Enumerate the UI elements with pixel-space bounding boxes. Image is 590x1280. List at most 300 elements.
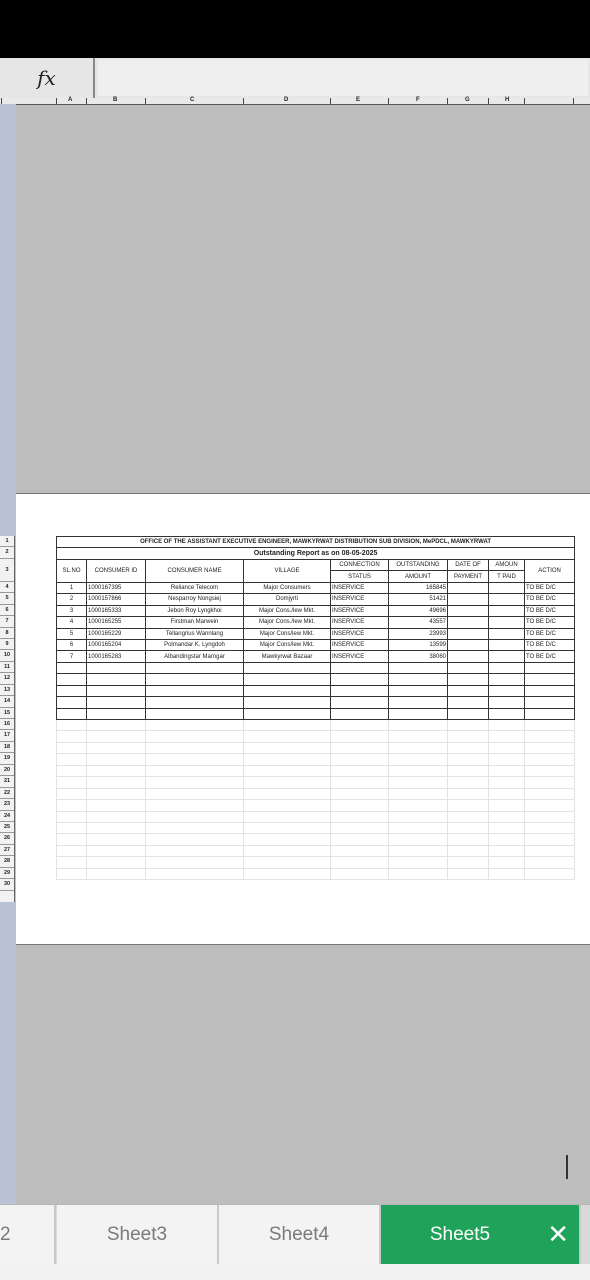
empty-cell[interactable]: [448, 685, 489, 696]
empty-cell[interactable]: [489, 845, 525, 856]
empty-cell[interactable]: [146, 742, 244, 753]
cell-slno[interactable]: 3: [57, 605, 87, 616]
empty-cell[interactable]: [146, 800, 244, 811]
empty-cell[interactable]: [87, 811, 146, 822]
row-number[interactable]: 13: [0, 685, 14, 696]
header-action[interactable]: ACTION: [525, 559, 575, 582]
row-number[interactable]: 2: [0, 547, 14, 558]
empty-cell[interactable]: [244, 765, 331, 776]
empty-cell[interactable]: [244, 800, 331, 811]
header-consumer-id[interactable]: CONSUMER ID: [87, 559, 146, 582]
empty-row: [57, 788, 575, 799]
cell-action[interactable]: TO BE D/C: [525, 582, 575, 593]
empty-cell[interactable]: [146, 685, 244, 696]
row-number[interactable]: 17: [0, 730, 14, 741]
empty-cell[interactable]: [331, 742, 389, 753]
empty-cell[interactable]: [489, 662, 525, 673]
empty-cell[interactable]: [57, 788, 87, 799]
cell-date[interactable]: [448, 582, 489, 593]
cell-amount[interactable]: 38060: [389, 651, 448, 662]
empty-cell[interactable]: [331, 845, 389, 856]
empty-cell[interactable]: [244, 868, 331, 879]
empty-cell[interactable]: [489, 674, 525, 685]
empty-cell[interactable]: [331, 708, 389, 719]
empty-cell[interactable]: [244, 788, 331, 799]
empty-cell[interactable]: [87, 754, 146, 765]
empty-cell[interactable]: [244, 662, 331, 673]
empty-cell[interactable]: [489, 822, 525, 833]
cell-date[interactable]: [448, 594, 489, 605]
row-number[interactable]: 23: [0, 799, 14, 810]
empty-cell[interactable]: [525, 742, 575, 753]
empty-cell[interactable]: [57, 685, 87, 696]
empty-cell[interactable]: [525, 811, 575, 822]
empty-cell[interactable]: [448, 742, 489, 753]
cell-paid[interactable]: [489, 639, 525, 650]
tab-sheet4[interactable]: Sheet4: [219, 1205, 381, 1265]
empty-cell[interactable]: [489, 834, 525, 845]
empty-cell[interactable]: [331, 857, 389, 868]
column-letter-b[interactable]: B: [113, 97, 118, 103]
report-title[interactable]: OFFICE OF THE ASSISTANT EXECUTIVE ENGINEER, MAWKYRWAT DISTRIBUTION SUB DIVISION, MePDCL, MAWKYRWAT: [57, 537, 575, 548]
empty-cell[interactable]: [331, 777, 389, 788]
empty-cell[interactable]: [146, 674, 244, 685]
row-number[interactable]: 26: [0, 833, 14, 844]
empty-cell[interactable]: [146, 834, 244, 845]
row-number[interactable]: 28: [0, 856, 14, 867]
cell-consumer-name[interactable]: Firstman Marwein: [146, 617, 244, 628]
cell-amount[interactable]: 23993: [389, 628, 448, 639]
empty-cell[interactable]: [489, 777, 525, 788]
empty-cell[interactable]: [331, 720, 389, 731]
empty-cell[interactable]: [57, 857, 87, 868]
close-icon[interactable]: ✕: [547, 1219, 569, 1249]
empty-cell[interactable]: [244, 674, 331, 685]
header-status[interactable]: STATUS: [331, 571, 389, 582]
cell-consumer-name[interactable]: Albandingstar Marngar: [146, 651, 244, 662]
empty-cell[interactable]: [525, 857, 575, 868]
cell-action[interactable]: TO BE D/C: [525, 628, 575, 639]
empty-cell[interactable]: [244, 742, 331, 753]
empty-cell[interactable]: [389, 697, 448, 708]
empty-cell[interactable]: [525, 662, 575, 673]
cell-slno[interactable]: 6: [57, 639, 87, 650]
empty-cell[interactable]: [525, 731, 575, 742]
empty-cell[interactable]: [146, 811, 244, 822]
cell-village[interactable]: Mawkyrwat Bazaar: [244, 651, 331, 662]
column-letter-a[interactable]: A: [68, 97, 73, 103]
cell-status[interactable]: INSERVICE: [331, 582, 389, 593]
empty-cell[interactable]: [87, 674, 146, 685]
empty-cell[interactable]: [244, 857, 331, 868]
cell-amount[interactable]: 51421: [389, 594, 448, 605]
column-letter-g[interactable]: G: [465, 97, 470, 103]
cell-village[interactable]: Domjyrti: [244, 594, 331, 605]
empty-cell[interactable]: [146, 708, 244, 719]
empty-cell[interactable]: [57, 754, 87, 765]
row-number[interactable]: 27: [0, 845, 14, 856]
cell-slno[interactable]: 1: [57, 582, 87, 593]
cell-action[interactable]: TO BE D/C: [525, 639, 575, 650]
empty-cell[interactable]: [57, 742, 87, 753]
header-connection[interactable]: CONNECTION: [331, 559, 389, 570]
cell-status[interactable]: INSERVICE: [331, 639, 389, 650]
empty-cell[interactable]: [525, 674, 575, 685]
empty-cell[interactable]: [331, 674, 389, 685]
row-number[interactable]: 16: [0, 719, 14, 730]
empty-cell[interactable]: [389, 765, 448, 776]
empty-cell[interactable]: [57, 777, 87, 788]
row-number[interactable]: 10: [0, 650, 14, 661]
row-number[interactable]: 20: [0, 765, 14, 776]
row-number[interactable]: 29: [0, 868, 14, 879]
empty-cell[interactable]: [389, 857, 448, 868]
cell-date[interactable]: [448, 605, 489, 616]
empty-cell[interactable]: [57, 674, 87, 685]
empty-cell[interactable]: [489, 697, 525, 708]
row-number[interactable]: 22: [0, 788, 14, 799]
cell-slno[interactable]: 4: [57, 617, 87, 628]
empty-cell[interactable]: [389, 845, 448, 856]
header-village[interactable]: VILLAGE: [244, 559, 331, 582]
header-consumer-name[interactable]: CONSUMER NAME: [146, 559, 244, 582]
empty-cell[interactable]: [146, 697, 244, 708]
empty-cell[interactable]: [389, 822, 448, 833]
row-number[interactable]: 4: [0, 582, 14, 593]
empty-cell[interactable]: [87, 742, 146, 753]
empty-cell[interactable]: [525, 720, 575, 731]
cell-consumer-name[interactable]: Polmandar K. Lyngdoh: [146, 639, 244, 650]
header-amount[interactable]: AMOUN: [489, 559, 525, 570]
empty-cell[interactable]: [489, 788, 525, 799]
empty-row: [57, 845, 575, 856]
empty-cell[interactable]: [57, 811, 87, 822]
empty-cell[interactable]: [57, 662, 87, 673]
empty-cell[interactable]: [489, 765, 525, 776]
cell-status[interactable]: INSERVICE: [331, 617, 389, 628]
cell-paid[interactable]: [489, 651, 525, 662]
empty-cell[interactable]: [87, 834, 146, 845]
empty-cell[interactable]: [87, 800, 146, 811]
empty-cell[interactable]: [87, 731, 146, 742]
cell-consumer-name[interactable]: Jebon Roy Lyngkhoi: [146, 605, 244, 616]
cell-paid[interactable]: [489, 594, 525, 605]
cell-slno[interactable]: 7: [57, 651, 87, 662]
empty-cell[interactable]: [489, 754, 525, 765]
empty-cell[interactable]: [331, 685, 389, 696]
empty-cell[interactable]: [448, 708, 489, 719]
report-subtitle[interactable]: Outstanding Report as on 08-05-2025: [57, 548, 575, 559]
tab-sheet5[interactable]: [381, 1205, 581, 1265]
empty-cell[interactable]: [448, 777, 489, 788]
empty-cell[interactable]: [489, 685, 525, 696]
empty-cell[interactable]: [448, 845, 489, 856]
cell-status[interactable]: INSERVICE: [331, 605, 389, 616]
empty-cell[interactable]: [331, 697, 389, 708]
empty-cell[interactable]: [448, 662, 489, 673]
empty-cell[interactable]: [87, 708, 146, 719]
cell-action[interactable]: TO BE D/C: [525, 605, 575, 616]
cell-status[interactable]: INSERVICE: [331, 651, 389, 662]
empty-cell[interactable]: [489, 857, 525, 868]
empty-cell[interactable]: [146, 868, 244, 879]
empty-cell[interactable]: [244, 685, 331, 696]
empty-cell[interactable]: [389, 708, 448, 719]
row-number[interactable]: 30: [0, 879, 14, 890]
cell-slno[interactable]: 5: [57, 628, 87, 639]
row-number[interactable]: 11: [0, 662, 14, 673]
empty-cell[interactable]: [146, 720, 244, 731]
row-number[interactable]: 12: [0, 673, 14, 684]
empty-cell[interactable]: [448, 811, 489, 822]
empty-cell[interactable]: [331, 731, 389, 742]
cell-village[interactable]: Major Cons/lew Mkt.: [244, 628, 331, 639]
empty-cell[interactable]: [87, 685, 146, 696]
column-letter-f[interactable]: F: [416, 97, 420, 103]
empty-cell[interactable]: [87, 662, 146, 673]
empty-cell[interactable]: [389, 685, 448, 696]
empty-cell[interactable]: [331, 754, 389, 765]
empty-cell[interactable]: [448, 857, 489, 868]
empty-cell[interactable]: [448, 754, 489, 765]
empty-cell[interactable]: [331, 811, 389, 822]
empty-cell[interactable]: [389, 868, 448, 879]
empty-cell[interactable]: [244, 811, 331, 822]
empty-cell[interactable]: [244, 731, 331, 742]
empty-row: [57, 731, 575, 742]
empty-cell[interactable]: [489, 720, 525, 731]
empty-cell[interactable]: [244, 834, 331, 845]
row-number[interactable]: 1: [0, 536, 14, 547]
empty-cell[interactable]: [389, 788, 448, 799]
formula-input[interactable]: [98, 60, 588, 96]
row-number[interactable]: 18: [0, 742, 14, 753]
empty-cell[interactable]: [389, 754, 448, 765]
cell-paid[interactable]: [489, 617, 525, 628]
empty-cell[interactable]: [87, 857, 146, 868]
cell-consumer-name[interactable]: Tellangrius Wannlang: [146, 628, 244, 639]
empty-cell[interactable]: [57, 822, 87, 833]
empty-cell[interactable]: [389, 742, 448, 753]
empty-cell[interactable]: [448, 788, 489, 799]
cell-date[interactable]: [448, 651, 489, 662]
empty-cell[interactable]: [525, 754, 575, 765]
tab-sheet2[interactable]: 2: [0, 1205, 56, 1265]
fx-icon[interactable]: fx: [0, 58, 95, 98]
empty-cell[interactable]: [244, 777, 331, 788]
empty-cell[interactable]: [525, 685, 575, 696]
header-date[interactable]: DATE OF: [448, 559, 489, 570]
row-number[interactable]: 8: [0, 628, 14, 639]
empty-cell[interactable]: [244, 754, 331, 765]
empty-cell[interactable]: [244, 708, 331, 719]
empty-cell[interactable]: [331, 800, 389, 811]
spreadsheet-grid: [56, 536, 575, 880]
empty-cell[interactable]: [525, 868, 575, 879]
cell-village[interactable]: Major Cons./lew Mkt.: [244, 617, 331, 628]
row-number[interactable]: 14: [0, 696, 14, 707]
empty-cell[interactable]: [146, 857, 244, 868]
cell-date[interactable]: [448, 639, 489, 650]
empty-cell[interactable]: [448, 720, 489, 731]
empty-cell[interactable]: [448, 697, 489, 708]
empty-cell[interactable]: [489, 868, 525, 879]
row-number[interactable]: 3: [0, 559, 14, 582]
empty-cell[interactable]: [525, 845, 575, 856]
row-number[interactable]: 19: [0, 753, 14, 764]
empty-cell[interactable]: [331, 788, 389, 799]
empty-cell[interactable]: [448, 765, 489, 776]
empty-cell[interactable]: [448, 674, 489, 685]
empty-cell[interactable]: [525, 765, 575, 776]
empty-cell[interactable]: [331, 868, 389, 879]
cell-paid[interactable]: [489, 628, 525, 639]
empty-cell[interactable]: [525, 800, 575, 811]
empty-cell[interactable]: [57, 800, 87, 811]
empty-cell[interactable]: [87, 697, 146, 708]
empty-cell[interactable]: [57, 834, 87, 845]
header-slno[interactable]: SL.NO: [57, 559, 87, 582]
cell-consumer-name[interactable]: Reliance Telecom: [146, 582, 244, 593]
empty-cell[interactable]: [389, 777, 448, 788]
cell-action[interactable]: TO BE D/C: [525, 651, 575, 662]
row-number[interactable]: 21: [0, 776, 14, 787]
empty-cell[interactable]: [57, 845, 87, 856]
empty-cell[interactable]: [331, 834, 389, 845]
cell-status[interactable]: INSERVICE: [331, 594, 389, 605]
empty-cell[interactable]: [448, 800, 489, 811]
empty-cell[interactable]: [244, 845, 331, 856]
header-payment[interactable]: PAYMENT: [448, 571, 489, 582]
empty-cell[interactable]: [87, 845, 146, 856]
empty-cell[interactable]: [389, 674, 448, 685]
cell-village[interactable]: Major Consumers: [244, 582, 331, 593]
empty-cell[interactable]: [244, 822, 331, 833]
row-number[interactable]: 15: [0, 708, 14, 719]
empty-cell[interactable]: [489, 742, 525, 753]
empty-cell[interactable]: [57, 697, 87, 708]
empty-cell[interactable]: [331, 662, 389, 673]
empty-cell[interactable]: [525, 708, 575, 719]
empty-cell[interactable]: [525, 697, 575, 708]
cell-consumer-id[interactable]: 1000157866: [87, 594, 146, 605]
row-number[interactable]: 9: [0, 639, 14, 650]
header-paid[interactable]: T PAID: [489, 571, 525, 582]
row-number[interactable]: 5: [0, 593, 14, 604]
cell-paid[interactable]: [489, 582, 525, 593]
cell-consumer-id[interactable]: 1000165229: [87, 628, 146, 639]
cell-village[interactable]: Major Cons./lew Mkt.: [244, 605, 331, 616]
empty-cell[interactable]: [448, 868, 489, 879]
empty-cell[interactable]: [146, 777, 244, 788]
cell-amount[interactable]: 43557: [389, 617, 448, 628]
empty-cell[interactable]: [87, 720, 146, 731]
empty-cell[interactable]: [146, 822, 244, 833]
tab-sheet5-label: Sheet5: [429, 1224, 491, 1245]
empty-cell[interactable]: [146, 662, 244, 673]
empty-cell[interactable]: [87, 777, 146, 788]
empty-cell[interactable]: [389, 720, 448, 731]
cell-paid[interactable]: [489, 605, 525, 616]
header-outstanding[interactable]: OUTSTANDING: [389, 559, 448, 570]
empty-cell[interactable]: [525, 788, 575, 799]
cell-action[interactable]: TO BE D/C: [525, 617, 575, 628]
row-number[interactable]: 24: [0, 811, 14, 822]
empty-cell[interactable]: [87, 765, 146, 776]
cell-consumer-id[interactable]: 1000165333: [87, 605, 146, 616]
column-letter-h[interactable]: H: [505, 97, 510, 103]
cell-amount[interactable]: 49696: [389, 605, 448, 616]
cell-consumer-id[interactable]: 1000165255: [87, 617, 146, 628]
empty-cell[interactable]: [489, 731, 525, 742]
empty-cell[interactable]: [57, 731, 87, 742]
empty-cell[interactable]: [244, 697, 331, 708]
table-row: [57, 594, 575, 605]
cell-amount[interactable]: 165845: [389, 582, 448, 593]
empty-cell[interactable]: [57, 720, 87, 731]
tab-sheet3[interactable]: Sheet3: [57, 1205, 219, 1265]
cell-consumer-id[interactable]: 1000165204: [87, 639, 146, 650]
empty-cell[interactable]: [87, 868, 146, 879]
header-amount-2[interactable]: AMOUNT: [389, 571, 448, 582]
cell-consumer-id[interactable]: 1000165283: [87, 651, 146, 662]
empty-cell[interactable]: [331, 765, 389, 776]
empty-cell[interactable]: [146, 788, 244, 799]
empty-cell[interactable]: [525, 822, 575, 833]
column-letter-e[interactable]: E: [356, 97, 361, 103]
empty-cell[interactable]: [448, 731, 489, 742]
column-letter-c[interactable]: C: [190, 97, 195, 103]
empty-cell[interactable]: [389, 811, 448, 822]
empty-cell[interactable]: [146, 731, 244, 742]
column-letter-d[interactable]: D: [284, 97, 289, 103]
cell-date[interactable]: [448, 628, 489, 639]
cell-village[interactable]: Major Cons/lew Mkt.: [244, 639, 331, 650]
empty-cell[interactable]: [489, 811, 525, 822]
empty-cell[interactable]: [448, 834, 489, 845]
empty-cell[interactable]: [331, 822, 389, 833]
empty-cell[interactable]: [87, 822, 146, 833]
cell-consumer-id[interactable]: 1000167395: [87, 582, 146, 593]
empty-cell[interactable]: [489, 800, 525, 811]
empty-cell[interactable]: [146, 754, 244, 765]
empty-cell[interactable]: [87, 788, 146, 799]
cell-consumer-name[interactable]: Nesparroy Nongsiej: [146, 594, 244, 605]
cell-slno[interactable]: 2: [57, 594, 87, 605]
empty-cell[interactable]: [389, 662, 448, 673]
empty-cell[interactable]: [448, 822, 489, 833]
empty-cell[interactable]: [146, 845, 244, 856]
empty-cell[interactable]: [57, 708, 87, 719]
empty-cell[interactable]: [389, 800, 448, 811]
cell-amount[interactable]: 13599: [389, 639, 448, 650]
row-number[interactable]: 7: [0, 616, 14, 627]
empty-cell[interactable]: [525, 834, 575, 845]
empty-cell[interactable]: [389, 731, 448, 742]
cell-date[interactable]: [448, 617, 489, 628]
empty-cell[interactable]: [525, 777, 575, 788]
empty-cell[interactable]: [57, 868, 87, 879]
row-number[interactable]: 25: [0, 822, 14, 833]
empty-cell[interactable]: [244, 720, 331, 731]
empty-cell[interactable]: [389, 834, 448, 845]
empty-cell[interactable]: [57, 765, 87, 776]
cell-status[interactable]: INSERVICE: [331, 628, 389, 639]
empty-cell[interactable]: [489, 708, 525, 719]
empty-cell[interactable]: [146, 765, 244, 776]
cell-action[interactable]: TO BE D/C: [525, 594, 575, 605]
row-number[interactable]: 6: [0, 605, 14, 616]
